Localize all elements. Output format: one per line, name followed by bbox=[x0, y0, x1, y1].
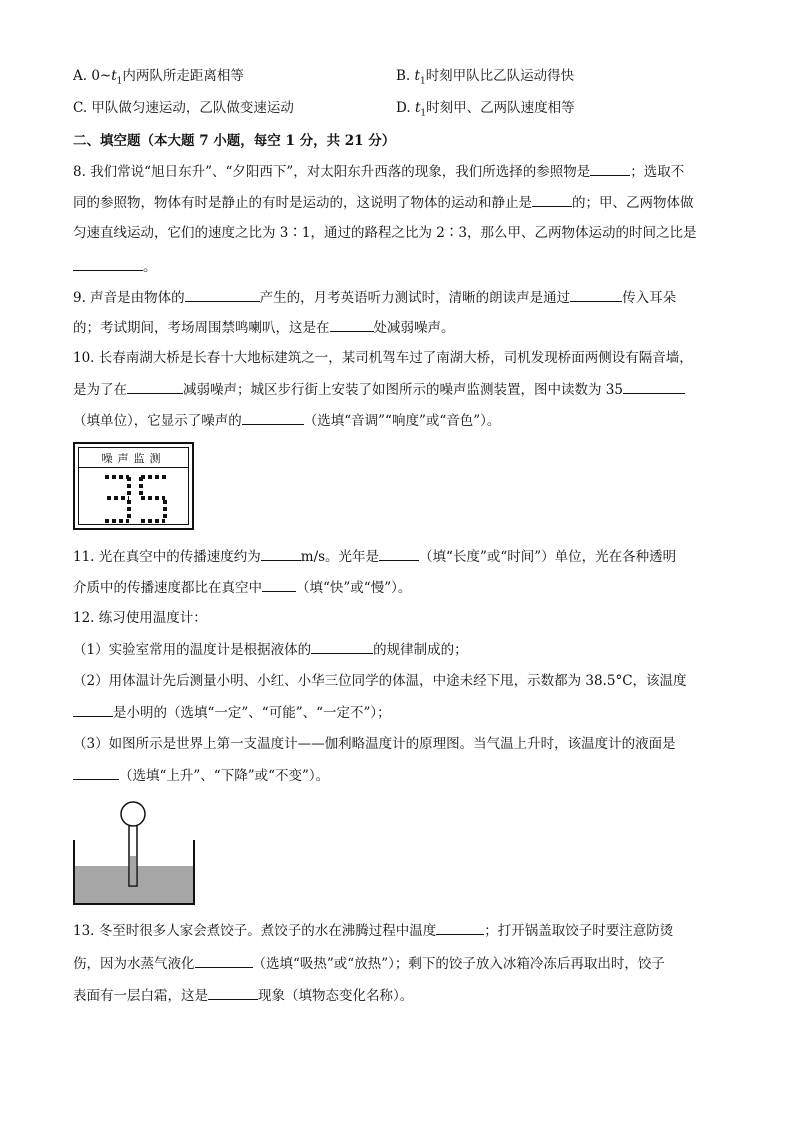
q9-line-2: 的；考试期间，考场周围禁鸣喇叭，这是在 处减弱噪声。 bbox=[73, 317, 455, 338]
liquid-column-in-tube bbox=[130, 856, 136, 885]
answer-blank[interactable] bbox=[73, 765, 119, 780]
option-b: B. $t_1$时刻甲队比乙队运动得快 bbox=[396, 68, 575, 87]
answer-blank[interactable] bbox=[185, 287, 260, 302]
answer-blank[interactable] bbox=[261, 546, 301, 561]
digit-5 bbox=[141, 477, 167, 521]
q13-line-3: 表面有一层白霜，这是 现象（填物态变化名称）。 bbox=[73, 985, 413, 1006]
q9-line-1: 9. 声音是由物体的 产生的，月考英语听力测试时，清晰的朗读声是通过 传入耳朵 bbox=[73, 287, 676, 308]
answer-blank[interactable] bbox=[590, 161, 630, 176]
answer-blank[interactable] bbox=[623, 379, 685, 394]
q12-part-3-line-2: （选填“上升”、“下降”或“不变”）。 bbox=[73, 765, 329, 786]
q11-line-1: 11. 光在真空中的传播速度约为 m/s。光年是 （填“长度”或“时间”）单位，光在各种透明 bbox=[73, 546, 676, 567]
section-heading: 二、填空题（本大题 7 小题，每空 1 分，共 21 分） bbox=[73, 133, 396, 149]
answer-blank[interactable] bbox=[436, 920, 484, 935]
answer-blank[interactable] bbox=[532, 192, 572, 207]
q13-line-2: 伤，因为水蒸气液化 （选填“吸热”或“放热”）；剩下的饺子放入冰箱冷冻后再取出时，饺子 bbox=[73, 953, 665, 974]
noise-monitor-figure bbox=[73, 442, 194, 530]
noise-monitor-title: 噪声监测 bbox=[79, 450, 188, 468]
q12-intro: 12. 练习使用温度计： bbox=[73, 610, 207, 626]
q13-line-1: 13. 冬至时很多人家会煮饺子。煮饺子的水在沸腾过程中温度 ；打开锅盖取饺子时要注意防烫 bbox=[73, 920, 673, 941]
option-d: D. $t_1$时刻甲、乙两队速度相等 bbox=[396, 100, 575, 119]
glass-bulb bbox=[121, 802, 145, 826]
answer-blank[interactable] bbox=[195, 953, 253, 968]
q8-line-1: 8. 我们常说“旭日东升”、“夕阳西下”，对太阳东升西落的现象，我们所选择的参照物是 ；选取不 bbox=[73, 161, 684, 182]
answer-blank[interactable] bbox=[208, 985, 258, 1000]
galileo-thermometer-figure bbox=[72, 800, 196, 906]
digit-3 bbox=[105, 477, 129, 521]
noise-monitor-inner-frame bbox=[78, 447, 189, 525]
answer-blank[interactable] bbox=[379, 546, 419, 561]
answer-blank[interactable] bbox=[262, 577, 296, 592]
q8-line-4: 。 bbox=[73, 256, 157, 277]
q12-part-3-line-1: （3）如图所示是世界上第一支温度计——伽利略温度计的原理图。当气温上升时，该温度计的液面是 bbox=[73, 736, 676, 752]
q8-line-2: 同的参照物，物体有时是静止的有时是运动的，这说明了物体的运动和静止是 的；甲、乙两物体做 bbox=[73, 192, 694, 213]
q12-part-1: （1）实验室常用的温度计是根据液体的 的规律制成的； bbox=[73, 639, 468, 660]
option-c: C. 甲队做匀速运动，乙队做变速运动 bbox=[73, 100, 294, 116]
q11-line-2: 介质中的传播速度都比在真空中 （填“快”或“慢”）。 bbox=[73, 577, 411, 598]
answer-blank[interactable] bbox=[242, 410, 304, 425]
q10-line-1: 10. 长春南湖大桥是长春十大地标建筑之一，某司机驾车过了南湖大桥，司机发现桥面两侧设有隔音墙， bbox=[73, 350, 693, 366]
answer-blank[interactable] bbox=[330, 317, 374, 332]
q10-line-2: 是为了在 减弱噪声；城区步行街上安装了如图所示的噪声监测装置，图中读数为 35 bbox=[73, 379, 685, 400]
q8-line-3: 匀速直线运动，它们的速度之比为 3∶1，通过的路程之比为 2∶3，那么甲、乙两物体运动的时间之比是 bbox=[73, 225, 697, 241]
answer-blank[interactable] bbox=[73, 256, 143, 271]
q10-line-3: （填单位），它显示了噪声的 （选填“音调”“响度”或“音色”）。 bbox=[73, 410, 500, 431]
answer-blank[interactable] bbox=[570, 287, 622, 302]
answer-blank[interactable] bbox=[311, 639, 373, 654]
answer-blank[interactable] bbox=[73, 702, 113, 717]
answer-blank[interactable] bbox=[127, 379, 183, 394]
option-a: A. $0\sim t_1$内两队所走距离相等 bbox=[73, 68, 244, 87]
q12-part-2-line-2: 是小明的（选填“一定”、“可能”、“一定不”）； bbox=[73, 702, 391, 723]
q12-part-2-line-1: （2）用体温计先后测量小明、小红、小华三位同学的体温，中途未经下甩，示数都为 38.5°C，该温度 bbox=[73, 673, 687, 689]
noise-monitor-display bbox=[101, 473, 171, 525]
